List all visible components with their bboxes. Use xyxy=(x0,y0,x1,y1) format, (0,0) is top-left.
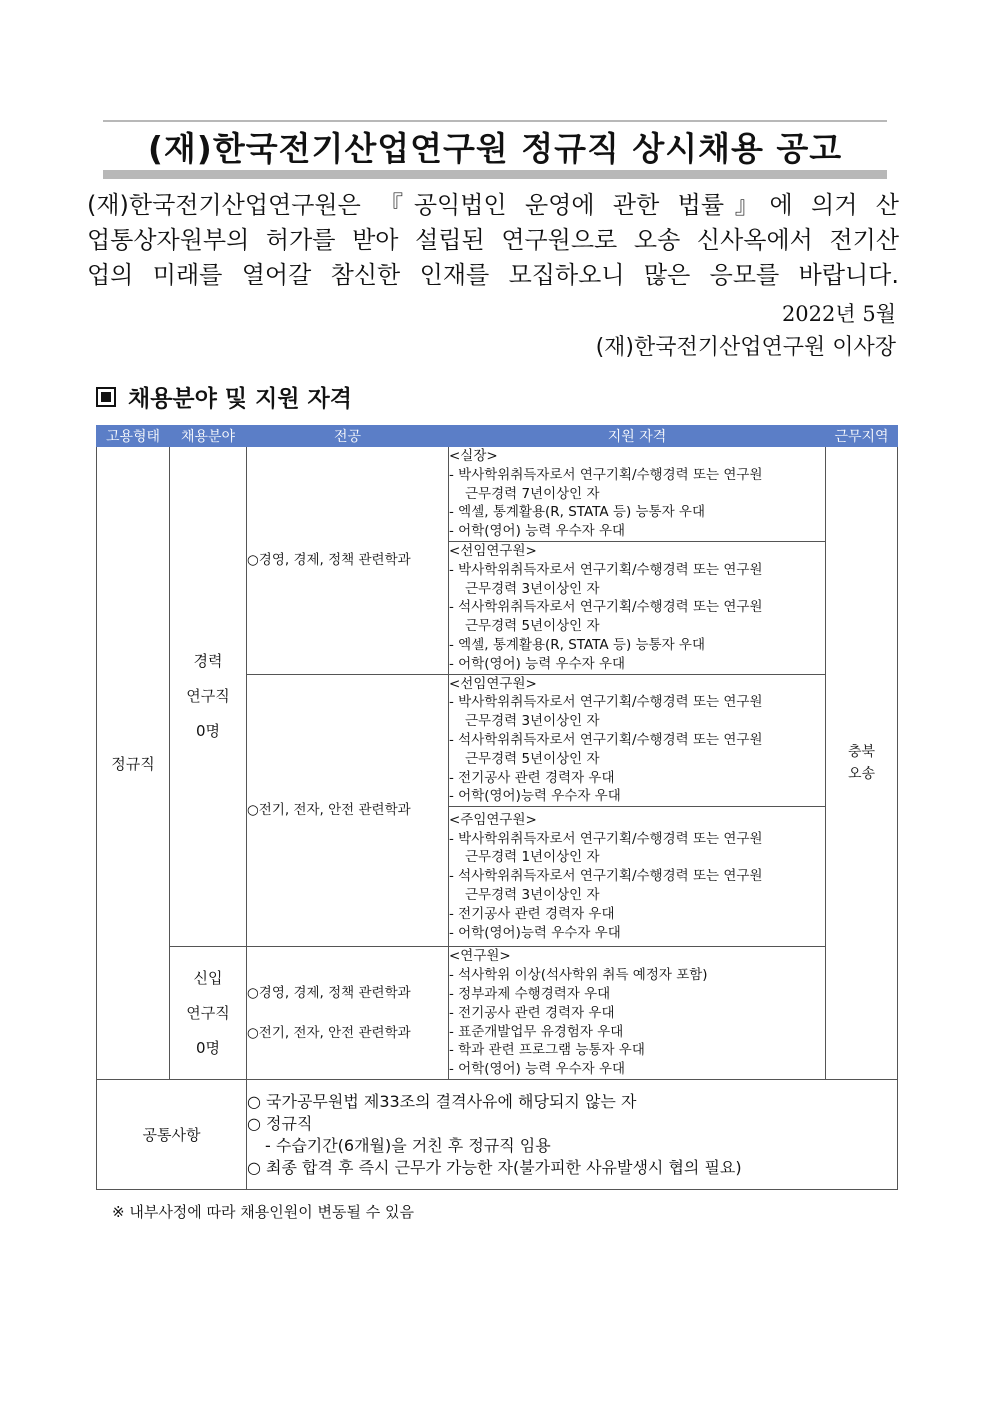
table-row xyxy=(97,447,898,542)
major-cell: ○전기, 전자, 안전 관련학과 xyxy=(247,674,449,947)
qual-line: 근무경력 3년이상인 자 xyxy=(465,887,600,904)
qual-line: - 전기공사 관련 경력자 우대 xyxy=(449,1004,615,1021)
qual-line: - 어학(영어) 능력 우수자 우대 xyxy=(449,655,626,672)
header-location: 근무지역 xyxy=(826,426,898,447)
section-heading xyxy=(96,380,352,413)
qual-line: - 표준개발업무 유경험자 우대 xyxy=(449,1023,624,1040)
qualification-cell xyxy=(449,447,826,542)
qual-line: <주임연구원> xyxy=(449,811,537,828)
qual-line: - 엑셀, 통계활용(R, STATA 등) 능통자 우대 xyxy=(449,504,705,521)
qual-line: 근무경력 3년이상인 자 xyxy=(465,580,600,597)
major-cell: ○경영, 경제, 정책 관련학과 xyxy=(247,447,449,675)
common-item: ○ 정규직 xyxy=(247,1113,313,1133)
signer: (재)한국전기산업연구원 이사장 xyxy=(595,335,896,360)
qualification-cell xyxy=(449,542,826,675)
qualification-cell xyxy=(449,807,826,947)
common-item: - 수습기간(6개월)을 거친 후 정규직 임용 xyxy=(265,1135,551,1155)
major-line: ○경영, 경제, 정책 관련학과 xyxy=(247,985,411,1002)
page-title: (재)한국전기산업연구원 정규직 상시채용 공고 xyxy=(147,128,843,168)
qual-line: - 전기공사 관련 경력자 우대 xyxy=(449,769,615,786)
employment-type-cell: 정규직 xyxy=(97,447,170,1080)
qual-line: 근무경력 7년이상인 자 xyxy=(465,485,600,502)
qual-line: - 정부과제 수행경력자 우대 xyxy=(449,985,611,1002)
recruitment-table xyxy=(96,425,898,1190)
qual-line: - 학과 관련 프로그램 능통자 우대 xyxy=(449,1042,645,1059)
qual-line: - 어학(영어)능력 우수자 우대 xyxy=(449,788,621,805)
common-items-cell xyxy=(247,1080,898,1190)
qual-line: - 박사학위취득자로서 연구기획/수행경력 또는 연구원 xyxy=(449,561,763,578)
table-row-common xyxy=(97,1080,898,1190)
new-field-line: 0명 xyxy=(195,1038,221,1057)
qual-line: <연구원> xyxy=(449,948,511,965)
qual-line: 근무경력 3년이상인 자 xyxy=(465,713,600,730)
intro-line: 업통상자원부의 허가를 받아 설립된 연구원으로 오송 신사옥에서 전기산 xyxy=(87,226,899,254)
qual-line: <실장> xyxy=(449,448,498,464)
intro-line: (재)한국전기산업연구원은 『공익법인 운영에 관한 법률』에 의거 산 xyxy=(87,191,899,219)
table-row xyxy=(97,947,898,1080)
header-field: 채용분야 xyxy=(170,426,247,447)
qual-line: <선임연구원> xyxy=(449,675,537,692)
qual-line: 근무경력 5년이상인 자 xyxy=(465,618,600,635)
qual-line: 근무경력 1년이상인 자 xyxy=(465,849,600,866)
career-field-line: 0명 xyxy=(195,722,221,741)
qual-line: - 석사학위취득자로서 연구기획/수행경력 또는 연구원 xyxy=(449,731,763,748)
qual-line: - 석사학위 이상(석사학위 취득 예정자 포함) xyxy=(449,967,708,984)
qual-line: - 엑셀, 통계활용(R, STATA 등) 능통자 우대 xyxy=(449,636,705,653)
new-field-line: 연구직 xyxy=(186,1003,230,1022)
common-item: ○ 국가공무원법 제33조의 결격사유에 해당되지 않는 자 xyxy=(247,1091,637,1111)
intro-paragraph xyxy=(87,188,899,293)
qual-line: - 박사학위취득자로서 연구기획/수행경력 또는 연구원 xyxy=(449,466,763,483)
qual-line: - 석사학위취득자로서 연구기획/수행경력 또는 연구원 xyxy=(449,868,763,885)
qual-line: <선임연구원> xyxy=(449,543,537,559)
qual-line: 근무경력 5년이상인 자 xyxy=(465,750,600,767)
location-line: 충북 xyxy=(847,744,876,761)
announcement-date: 2022년 5월 xyxy=(781,302,896,326)
qual-line: - 어학(영어)능력 우수자 우대 xyxy=(449,924,621,941)
qual-line: - 박사학위취득자로서 연구기획/수행경력 또는 연구원 xyxy=(449,694,763,711)
qualification-cell xyxy=(449,947,826,1080)
header-employment-type: 고용형태 xyxy=(97,426,170,447)
header-major: 전공 xyxy=(247,426,449,447)
common-item: ○ 최종 합격 후 즉시 근무가 가능한 자(불가피한 사유발생시 협의 필요) xyxy=(247,1157,742,1177)
major-line: ○전기, 전자, 안전 관련학과 xyxy=(247,1025,411,1042)
common-label-cell: 공통사항 xyxy=(97,1080,247,1190)
major-cell xyxy=(247,947,449,1080)
footnote: ※ 내부사정에 따라 채용인원이 변동될 수 있음 xyxy=(112,1203,414,1221)
filled-square-icon xyxy=(96,387,116,407)
new-field-cell xyxy=(170,947,247,1080)
qual-line: - 어학(영어) 능력 우수자 우대 xyxy=(449,1061,626,1078)
new-field-line: 신입 xyxy=(193,968,223,987)
intro-line: 업의 미래를 열어갈 참신한 인재를 모집하오니 많은 응모를 바랍니다. xyxy=(87,261,899,289)
qual-line: - 박사학위취득자로서 연구기획/수행경력 또는 연구원 xyxy=(449,830,763,847)
location-cell xyxy=(826,447,898,1080)
header-qualification: 지원 자격 xyxy=(449,426,826,447)
title-box xyxy=(103,120,887,179)
qual-line: - 어학(영어) 능력 우수자 우대 xyxy=(449,523,626,540)
qualification-cell xyxy=(449,674,826,807)
section-heading-text: 채용분야 및 지원 자격 xyxy=(128,386,352,412)
location-line: 오송 xyxy=(847,766,876,783)
table-header-row xyxy=(97,426,898,447)
qual-line: - 석사학위취득자로서 연구기획/수행경력 또는 연구원 xyxy=(449,599,763,616)
qual-line: - 전기공사 관련 경력자 우대 xyxy=(449,905,615,922)
career-field-line: 경력 xyxy=(193,652,223,671)
career-field-cell xyxy=(170,447,247,947)
career-field-line: 연구직 xyxy=(186,687,230,706)
